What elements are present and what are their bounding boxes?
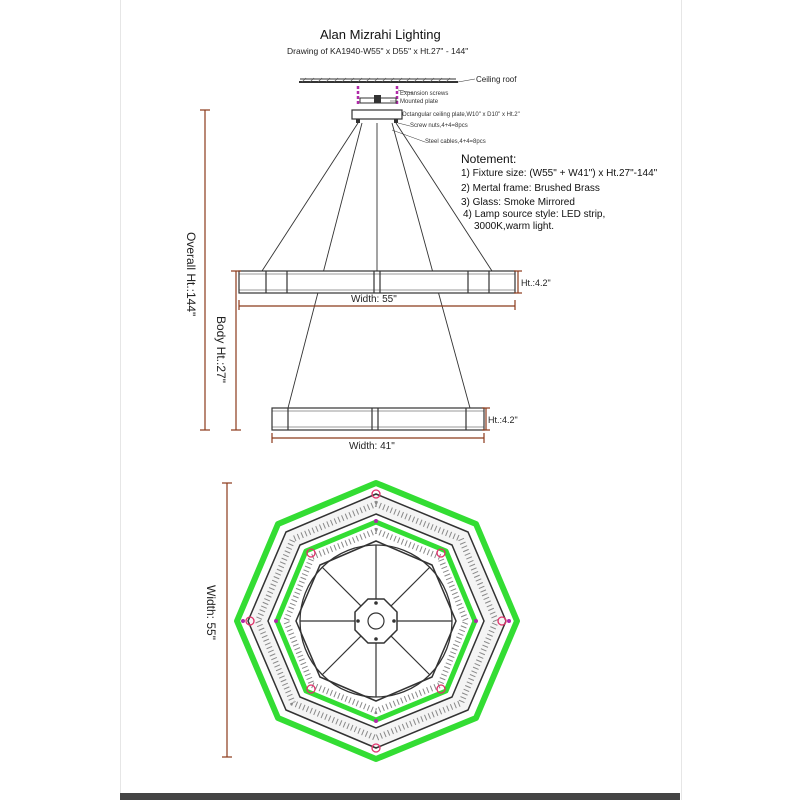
lower-ring-width-label: Width: 41" bbox=[349, 441, 395, 452]
plan-ceiling-plate bbox=[355, 599, 397, 643]
plan-width-label: Width: 55" bbox=[204, 585, 218, 640]
upper-ring-side bbox=[239, 271, 515, 293]
upper-ring-height-label: Ht.:4.2" bbox=[521, 278, 551, 288]
callout-ceiling-plate: Octangular ceiling plate,W10" x D10" x Ht.2" bbox=[402, 112, 520, 118]
notes-title: Notement: bbox=[461, 152, 517, 166]
drawing-subtitle: Drawing of KA1940-W55" x D55" x Ht.27" - 144" bbox=[287, 46, 469, 56]
callout-screw-nuts: Screw nuts,4+4=8pcs bbox=[410, 123, 468, 129]
note-item: 4) Lamp source style: LED strip, bbox=[463, 209, 606, 220]
mounting-hardware bbox=[352, 86, 425, 142]
note-item: 2) Mertal frame: Brushed Brass bbox=[461, 183, 600, 194]
lower-ring-height-label: Ht.:4.2" bbox=[488, 415, 518, 425]
drawing-title: Alan Mizrahi Lighting bbox=[320, 27, 441, 42]
body-height-label: Body Ht.:27" bbox=[214, 316, 228, 383]
callout-expansion-screws: Expansion screws bbox=[400, 91, 449, 97]
note-item: 3) Glass: Smoke Mirrored bbox=[461, 197, 575, 208]
overall-height-label: Overall Ht.:144" bbox=[184, 232, 198, 317]
callout-ceiling-roof: Ceiling roof bbox=[476, 75, 517, 84]
note-item: 1) Fixture size: (W55" + W41") x Ht.27"-144" bbox=[461, 168, 658, 179]
ceiling-roof bbox=[299, 78, 475, 82]
callout-mounted-plate: Mounted plate bbox=[400, 99, 439, 105]
lower-ring-side bbox=[272, 408, 484, 430]
note-item: 3000K,warm light. bbox=[474, 221, 555, 232]
steel-cables bbox=[262, 123, 492, 408]
callout-steel-cables: Steel cables,4+4=8pcs bbox=[425, 139, 486, 145]
upper-ring-width-label: Width: 55" bbox=[351, 294, 397, 305]
